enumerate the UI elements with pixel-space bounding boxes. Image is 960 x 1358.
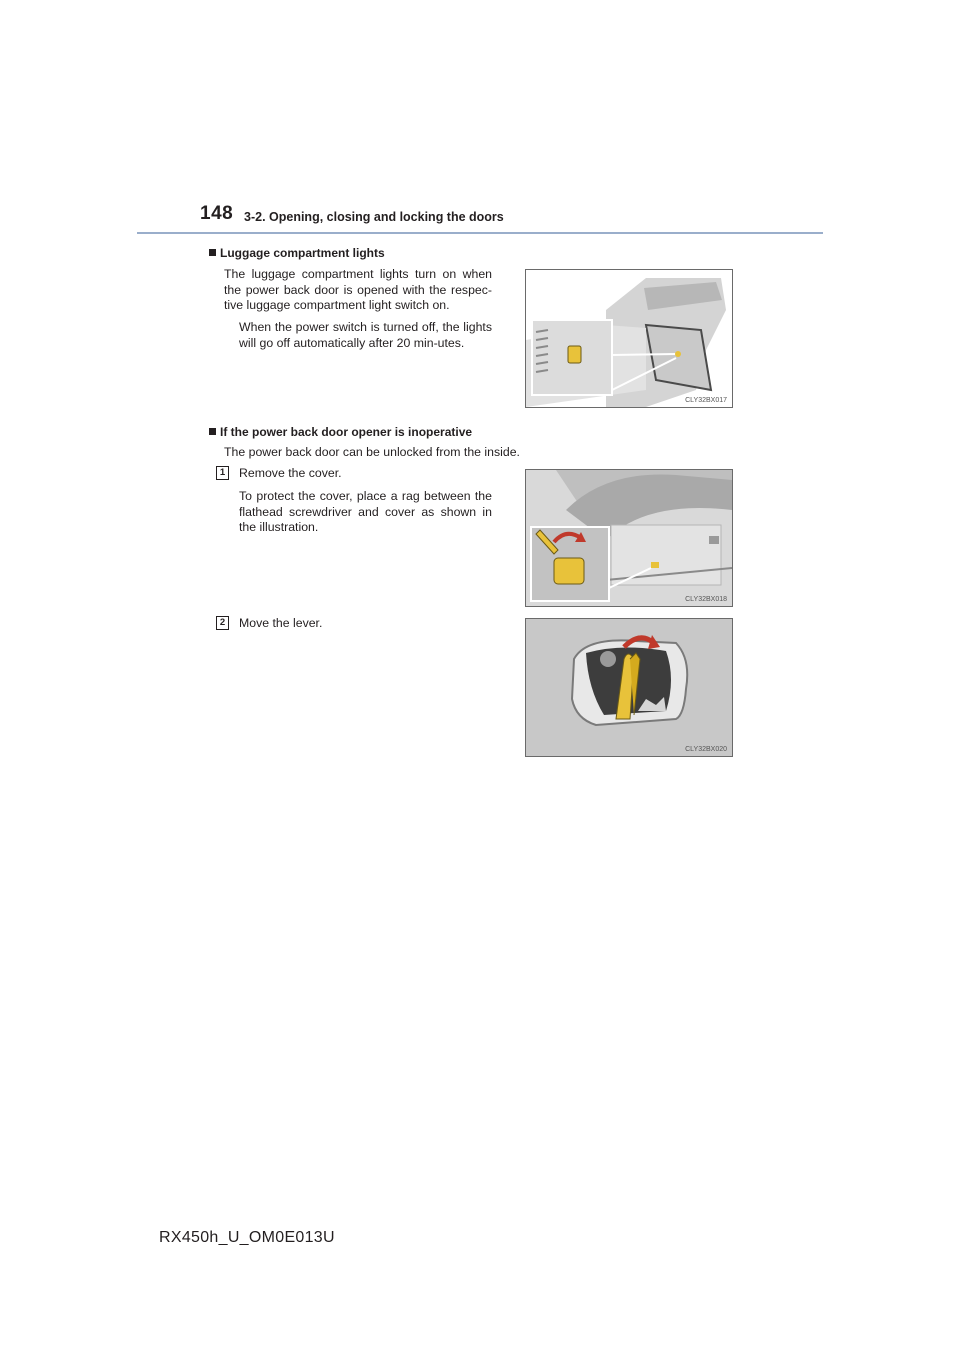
luggage-lights-heading xyxy=(209,246,385,260)
inoperative-heading xyxy=(209,425,472,439)
step-2-text: Move the lever. xyxy=(239,616,323,630)
luggage-lights-figure xyxy=(525,269,733,408)
footer-model-code: RX450h_U_OM0E013U xyxy=(159,1229,335,1246)
figure-code-label: CLY32BX017 xyxy=(685,397,727,404)
figure-code-label: CLY32BX018 xyxy=(685,596,727,603)
move-lever-figure xyxy=(525,618,733,757)
bullet-square-icon xyxy=(209,249,216,256)
step-1-detail: To protect the cover, place a rag between the flathead screwdriver and cover as shown in the illustration. xyxy=(239,489,492,534)
page-number: 148 xyxy=(200,203,234,224)
header-rule xyxy=(137,232,823,234)
remove-cover-figure xyxy=(525,469,733,607)
figure-code-label: CLY32BX020 xyxy=(685,746,727,753)
step-1-number: 1 xyxy=(216,466,229,480)
luggage-lights-body: The luggage compartment lights turn on when the power back door is opened with the respec-tive luggage compartment light switch on. xyxy=(224,267,492,312)
luggage-lights-heading-text: Luggage compartment lights xyxy=(220,246,385,260)
inoperative-heading-text: If the power back door opener is inoperative xyxy=(220,425,473,439)
step-1-text: Remove the cover. xyxy=(239,466,342,480)
luggage-lights-note: When the power switch is turned off, the lights will go off automatically after 20 min-utes. xyxy=(239,320,492,350)
section-title: 3-2. Opening, closing and locking the doors xyxy=(244,210,504,224)
inoperative-intro: The power back door can be unlocked from the inside. xyxy=(224,445,520,459)
bullet-square-icon xyxy=(209,428,216,435)
step-2-number: 2 xyxy=(216,616,229,630)
